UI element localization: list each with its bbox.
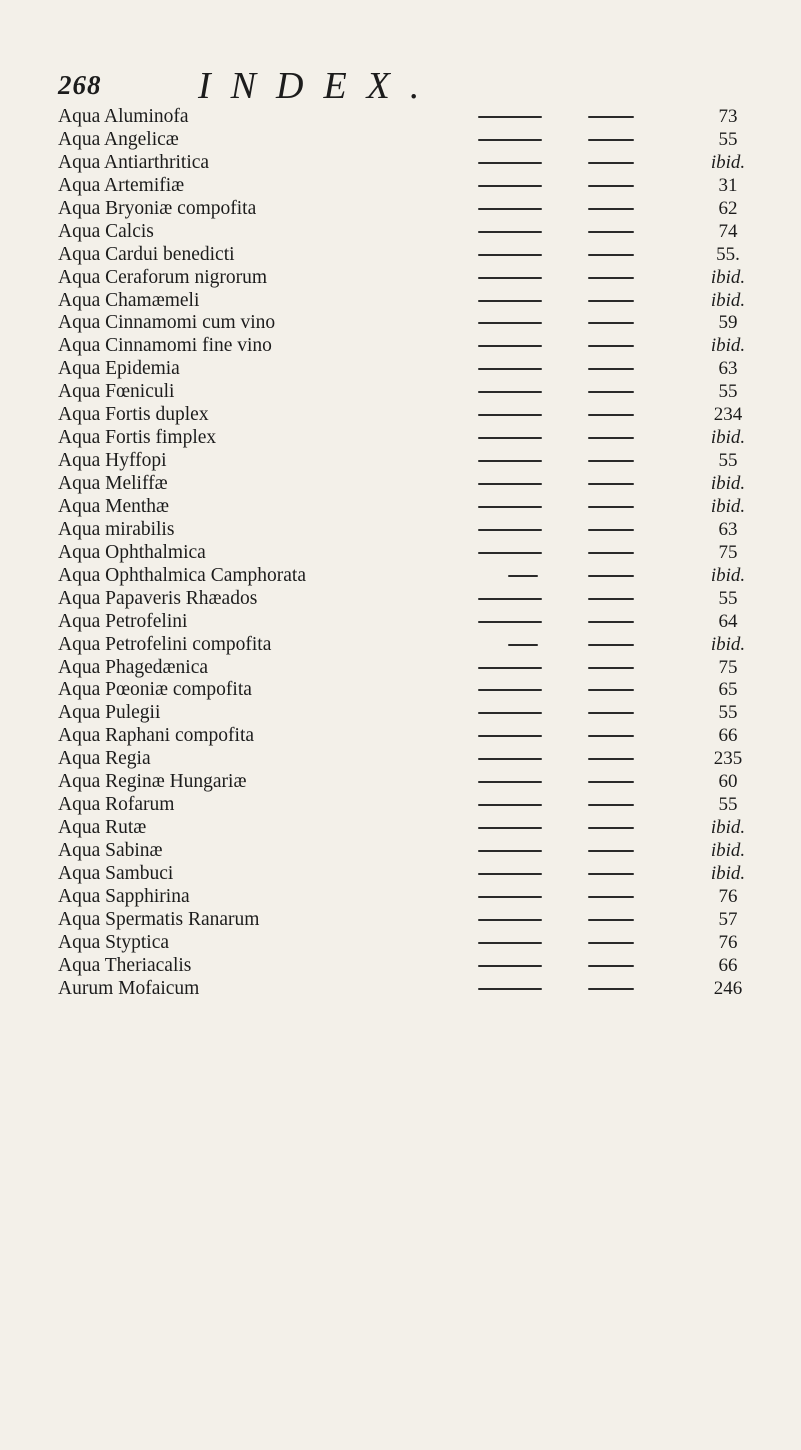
entry-name: Aqua Pulegii [58, 702, 161, 724]
index-entry [58, 426, 758, 449]
entry-name: Aqua Regia [58, 748, 151, 770]
entry-name: Aqua mirabilis [58, 518, 175, 540]
entry-page-ref: 234 [713, 404, 743, 426]
index-entry [58, 885, 758, 908]
leader-rule [588, 529, 634, 531]
index-entry [58, 724, 758, 747]
leader-rule [588, 712, 634, 714]
entry-page-ref: ibid. [710, 840, 746, 861]
index-entry [58, 747, 758, 770]
leader-rule [588, 391, 634, 393]
index-entry [58, 770, 758, 793]
entry-page-ref: ibid. [710, 633, 746, 655]
leader-rule [588, 919, 634, 921]
leader-rule [478, 712, 542, 714]
entry-page-ref: 64 [718, 610, 738, 632]
index-entry [58, 541, 758, 564]
entry-page-ref: 57 [718, 908, 738, 930]
leader-rule [588, 735, 634, 737]
entry-name: Aqua Antiarthritica [58, 151, 210, 173]
leader-rule [478, 300, 542, 302]
entry-page-ref: ibid. [710, 473, 746, 494]
leader-rule [588, 345, 634, 347]
entry-page-ref: 75 [718, 541, 738, 563]
entry-page-ref: 66 [718, 954, 738, 976]
entry-page-ref: 65 [718, 679, 738, 701]
entry-page-ref: 76 [718, 885, 738, 907]
leader-rule [478, 391, 542, 393]
leader-rule [478, 208, 542, 210]
index-entry [58, 678, 758, 701]
leader-rule [478, 506, 542, 508]
leader-rule [478, 689, 542, 691]
entry-name: Aqua Ophthalmica [58, 541, 206, 563]
entry-page-ref: 246 [713, 977, 743, 999]
entry-page-ref: ibid. [710, 289, 746, 311]
entry-name: Aqua Sapphirina [58, 885, 190, 907]
entry-name: Aqua Chamæmeli [58, 289, 200, 311]
entry-page-ref: 31 [718, 174, 738, 196]
leader-rule [588, 689, 634, 691]
leader-rule [478, 345, 542, 347]
entry-page-ref: 62 [718, 197, 738, 219]
index-entry [58, 610, 758, 633]
leader-rule [588, 231, 634, 233]
index-entry [58, 656, 758, 679]
entry-name: Aqua Raphani compofita [58, 725, 255, 747]
index-entry [58, 587, 758, 610]
leader-rule [478, 529, 542, 531]
index-entry [58, 518, 758, 541]
leader-rule [588, 322, 634, 324]
leader-rule [588, 368, 634, 370]
entry-name: Aqua Fortis fimplex [58, 427, 217, 449]
leader-rule [478, 735, 542, 737]
index-entry [58, 105, 758, 128]
entry-page-ref: 55 [718, 128, 738, 150]
entry-name: Aqua Menthæ [58, 495, 170, 517]
index-entry [58, 128, 758, 151]
leader-rule [588, 804, 634, 806]
leader-rule [588, 483, 634, 485]
leader-rule [588, 552, 634, 554]
leader-rule [588, 277, 634, 279]
leader-rule [588, 621, 634, 623]
leader-rule [478, 758, 542, 760]
index-entry [58, 701, 758, 724]
page-number: 268 [58, 70, 102, 100]
entry-page-ref: ibid. [710, 266, 746, 288]
entry-page-ref: 66 [718, 725, 738, 747]
entry-name: Aurum Mofaicum [58, 977, 200, 999]
entry-page-ref: 55 [718, 381, 738, 403]
entry-name: Aqua Rutæ [58, 817, 147, 839]
entry-name: Aqua Bryoniæ compofita [58, 197, 257, 219]
entry-name: Aqua Fœniculi [58, 381, 175, 403]
index-entry [58, 816, 758, 839]
entry-name: Aqua Petrofelini compofita [58, 633, 272, 655]
entry-page-ref: 73 [718, 106, 738, 127]
entry-name: Aqua Sabinæ [58, 840, 163, 861]
leader-rule [588, 644, 634, 646]
entry-name: Aqua Meliffæ [58, 473, 168, 494]
leader-rule [478, 231, 542, 233]
leader-rule [478, 804, 542, 806]
entry-name: Aqua Artemifiæ [58, 174, 185, 196]
leader-rule [478, 162, 542, 164]
leader-rule [588, 758, 634, 760]
index-entry [58, 243, 758, 266]
leader-rule [478, 827, 542, 829]
entry-name: Aqua Papaveris Rhæados [58, 587, 258, 609]
page-header [58, 62, 758, 106]
leader-rule [508, 575, 538, 577]
index-entry [58, 266, 758, 289]
entry-name: Aqua Phagedænica [58, 656, 209, 678]
leader-rule [588, 300, 634, 302]
entry-page-ref: ibid. [710, 817, 746, 839]
entry-name: Aqua Petrofelini [58, 610, 188, 632]
entry-page-ref: 55 [718, 450, 738, 472]
index-entry [58, 954, 758, 977]
entry-page-ref: ibid. [710, 564, 746, 586]
entry-name: Aqua Theriacalis [58, 954, 192, 976]
index-entry [58, 564, 758, 587]
entry-page-ref: 55 [718, 702, 738, 724]
entry-page-ref: 75 [718, 656, 738, 678]
entry-name: Aqua Rofarum [58, 794, 175, 816]
leader-rule [478, 139, 542, 141]
entry-page-ref: 55 [718, 587, 738, 609]
index-entry [58, 633, 758, 656]
entry-page-ref: 55 [718, 794, 738, 816]
leader-rule [588, 942, 634, 944]
entry-name: Aqua Aluminofa [58, 106, 189, 127]
leader-rule [478, 414, 542, 416]
leader-rule [588, 460, 634, 462]
leader-rule [478, 322, 542, 324]
index-list [58, 105, 758, 1000]
index-entry [58, 220, 758, 243]
leader-rule [588, 506, 634, 508]
entry-name: Aqua Cinnamomi cum vino [58, 312, 276, 334]
leader-rule [478, 850, 542, 852]
index-entry [58, 449, 758, 472]
leader-rule [478, 873, 542, 875]
leader-rule [588, 827, 634, 829]
entry-name: Aqua Ceraforum nigrorum [58, 266, 268, 288]
leader-rule [588, 575, 634, 577]
leader-rule [588, 185, 634, 187]
index-entry [58, 357, 758, 380]
index-entry [58, 839, 758, 862]
leader-rule [478, 667, 542, 669]
entry-page-ref: ibid. [710, 335, 746, 357]
leader-rule [478, 460, 542, 462]
leader-rule [588, 850, 634, 852]
entry-name: Aqua Sambuci [58, 862, 174, 884]
leader-rule [588, 139, 634, 141]
leader-rule [478, 621, 542, 623]
entry-name: Aqua Pœoniæ compofita [58, 679, 252, 701]
index-entry [58, 908, 758, 931]
page-title: INDEX. [198, 65, 440, 107]
leader-rule [588, 965, 634, 967]
leader-rule [588, 598, 634, 600]
entry-name: Aqua Calcis [58, 220, 154, 242]
leader-rule [478, 965, 542, 967]
entry-name: Aqua Spermatis Ranarum [58, 908, 260, 930]
index-entry [58, 151, 758, 174]
index-entry [58, 862, 758, 885]
entry-name: Aqua Cinnamomi fine vino [58, 335, 272, 357]
leader-rule [588, 781, 634, 783]
leader-rule [478, 896, 542, 898]
leader-rule [478, 254, 542, 256]
leader-rule [478, 437, 542, 439]
entry-page-ref: ibid. [710, 495, 746, 517]
entry-page-ref: 76 [718, 931, 738, 953]
leader-rule [588, 414, 634, 416]
leader-rule [588, 162, 634, 164]
entry-page-ref: 63 [718, 358, 738, 380]
entry-page-ref: 55. [716, 243, 740, 265]
leader-rule [478, 185, 542, 187]
leader-rule [478, 368, 542, 370]
leader-rule [478, 116, 542, 118]
leader-rule [478, 942, 542, 944]
leader-rule [588, 896, 634, 898]
entry-page-ref: 59 [718, 312, 738, 334]
index-entry [58, 977, 758, 1000]
leader-rule [478, 483, 542, 485]
entry-page-ref: ibid. [710, 862, 746, 884]
entry-name: Aqua Styptica [58, 931, 170, 953]
leader-rule [478, 988, 542, 990]
leader-rule [508, 644, 538, 646]
entry-name: Aqua Reginæ Hungariæ [58, 771, 247, 793]
leader-rule [478, 552, 542, 554]
leader-rule [588, 437, 634, 439]
leader-rule [588, 873, 634, 875]
entry-page-ref: 60 [718, 771, 738, 793]
entry-name: Aqua Epidemia [58, 358, 180, 380]
leader-rule [478, 277, 542, 279]
entry-name: Aqua Fortis duplex [58, 404, 209, 426]
entry-page-ref: 74 [718, 220, 738, 242]
index-entry [58, 931, 758, 954]
index-entry [58, 334, 758, 357]
leader-rule [588, 254, 634, 256]
leader-rule [588, 667, 634, 669]
entry-name: Aqua Cardui benedicti [58, 243, 235, 265]
leader-rule [588, 116, 634, 118]
index-entry [58, 495, 758, 518]
index-entry [58, 197, 758, 220]
leader-rule [478, 781, 542, 783]
entry-page-ref: 235 [713, 748, 743, 770]
entry-name: Aqua Ophthalmica Camphorata [58, 564, 307, 586]
index-entry [58, 380, 758, 403]
index-entry [58, 311, 758, 334]
entry-page-ref: ibid. [710, 427, 746, 449]
leader-rule [588, 208, 634, 210]
index-entry [58, 793, 758, 816]
index-entry [58, 174, 758, 197]
entry-page-ref: ibid. [710, 151, 746, 173]
index-entry [58, 289, 758, 312]
index-entry [58, 472, 758, 495]
index-entry [58, 403, 758, 426]
leader-rule [588, 988, 634, 990]
entry-name: Aqua Hyffopi [58, 450, 167, 472]
leader-rule [478, 919, 542, 921]
entry-name: Aqua Angelicæ [58, 128, 179, 150]
entry-page-ref: 63 [718, 518, 738, 540]
leader-rule [478, 598, 542, 600]
